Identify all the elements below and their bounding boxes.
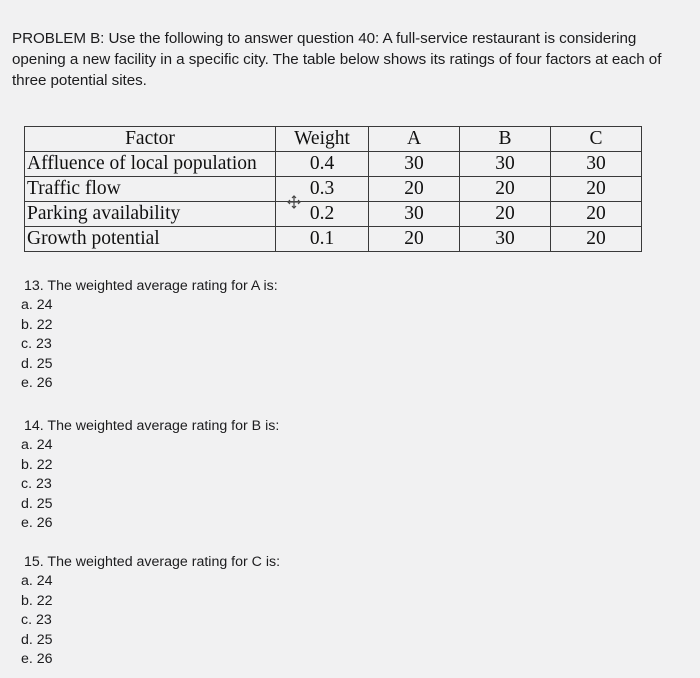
site-c-cell: 30	[551, 152, 642, 177]
factor-cell: Growth potential	[25, 227, 276, 252]
answer-options	[21, 572, 384, 669]
answer-option-e[interactable]: e. 26	[21, 515, 53, 532]
header-factor: Factor	[25, 127, 276, 152]
answer-option-c[interactable]: c. 23	[21, 336, 52, 353]
question-stem: 13. The weighted average rating for A is:	[24, 278, 278, 294]
site-a-cell: 20	[369, 177, 460, 202]
answer-option-c[interactable]: c. 23	[21, 612, 52, 629]
table-row	[25, 202, 642, 227]
header-weight: Weight	[276, 127, 369, 152]
factor-cell: Traffic flow	[25, 177, 276, 202]
answer-option-d[interactable]: d. 25	[21, 495, 53, 512]
question-stem: 14. The weighted average rating for B is:	[24, 418, 280, 434]
answer-options	[21, 436, 384, 533]
answer-option-e[interactable]: e. 26	[21, 375, 53, 392]
site-b-cell: 20	[460, 177, 551, 202]
site-b-cell: 30	[460, 227, 551, 252]
problem-intro: PROBLEM B: Use the following to answer question 40: A full-service restaurant is considering opening a new facility in a specific city. The table below shows its ratings of four factors at each of three potential sites.	[12, 30, 662, 89]
site-b-cell: 30	[460, 152, 551, 177]
move-arrows-icon[interactable]	[287, 195, 301, 209]
question-14	[21, 417, 384, 533]
answer-option-d[interactable]: d. 25	[21, 355, 53, 372]
answer-option-a[interactable]: a. 24	[21, 297, 53, 314]
site-a-cell: 20	[369, 227, 460, 252]
table-row	[25, 227, 642, 252]
table-header-row	[25, 127, 642, 152]
site-c-cell: 20	[551, 202, 642, 227]
answer-option-a[interactable]: a. 24	[21, 573, 53, 590]
site-b-cell: 20	[460, 202, 551, 227]
answer-option-a[interactable]: a. 24	[21, 437, 53, 454]
answer-option-e[interactable]: e. 26	[21, 651, 53, 668]
site-a-cell: 30	[369, 152, 460, 177]
header-site-c: C	[551, 127, 642, 152]
factor-cell: Affluence of local population	[25, 152, 276, 177]
question-13	[21, 277, 384, 393]
factor-ratings-table	[24, 126, 642, 252]
table-row	[25, 177, 642, 202]
header-site-b: B	[460, 127, 551, 152]
weight-cell: 0.4	[276, 152, 369, 177]
factor-cell: Parking availability	[25, 202, 276, 227]
answer-option-c[interactable]: c. 23	[21, 476, 52, 493]
site-a-cell: 30	[369, 202, 460, 227]
answer-option-b[interactable]: b. 22	[21, 316, 53, 333]
answer-option-b[interactable]: b. 22	[21, 592, 53, 609]
answer-option-d[interactable]: d. 25	[21, 631, 53, 648]
question-15	[21, 553, 384, 669]
question-stem: 15. The weighted average rating for C is:	[24, 554, 281, 570]
table-row	[25, 152, 642, 177]
answer-option-b[interactable]: b. 22	[21, 456, 53, 473]
site-c-cell: 20	[551, 177, 642, 202]
header-site-a: A	[369, 127, 460, 152]
weight-cell: 0.1	[276, 227, 369, 252]
site-c-cell: 20	[551, 227, 642, 252]
weight-cell: 0.3	[276, 177, 369, 202]
weight-cell: 0.2	[276, 202, 369, 227]
answer-options	[21, 296, 384, 393]
